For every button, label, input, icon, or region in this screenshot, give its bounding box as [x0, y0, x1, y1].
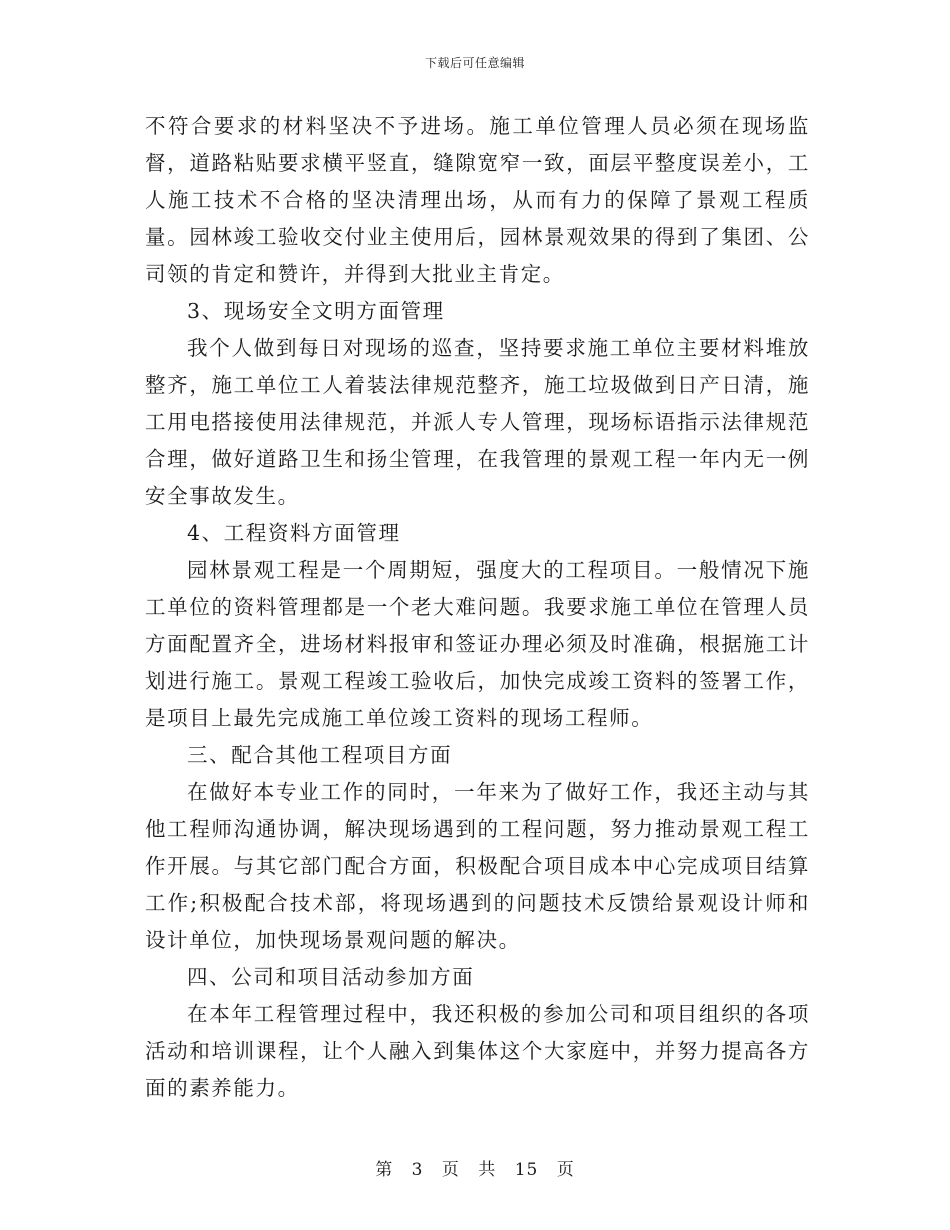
- footer-label-gong: 共: [478, 1160, 497, 1180]
- section-heading-cooperation: 三、配合其他工程项目方面: [187, 743, 453, 767]
- footer-label-ye: 页: [441, 1160, 460, 1180]
- section-heading-activities: 四、公司和项目活动参加方面: [187, 965, 475, 989]
- document-body: [145, 108, 810, 1107]
- current-page-number: 3: [411, 1160, 424, 1180]
- total-page-count: 15: [514, 1160, 539, 1180]
- page-footer: [0, 1155, 950, 1180]
- section-heading-documents: 4、工程资料方面管理: [187, 521, 401, 545]
- page-header: 下载后可任意编辑: [424, 56, 525, 70]
- paragraph-cooperation: 在做好本专业工作的同时，一年来为了做好工作，我还主动与其他工程师沟通协调，解决现场遇到的工程问题，努力推动景观工程工作开展。与其它部门配合方面，积极配合项目成本中心完成项目结算工作;积极配合技术部，将现场遇到的问题技术反馈给景观设计师和设计单位，加快现场景观问题的解决。: [145, 780, 810, 952]
- paragraph-documents: 园林景观工程是一个周期短，强度大的工程项目。一般情况下施工单位的资料管理都是一个老大难问题。我要求施工单位在管理人员方面配置齐全，进场材料报审和签证办理必须及时准确，根据施工计划进行施工。景观工程竣工验收后，加快完成竣工资料的签署工作，是项目上最先完成施工单位竣工资料的现场工程师。: [145, 558, 810, 730]
- paragraph-materials: 不符合要求的材料坚决不予进场。施工单位管理人员必须在现场监督，道路粘贴要求横平竖直，缝隙宽窄一致，面层平整度误差小，工人施工技术不合格的坚决清理出场，从而有力的保障了景观工程质量。园林竣工验收交付业主使用后，园林景观效果的得到了集团、公司领的肯定和赞许，并得到大批业主肯定。: [145, 114, 810, 286]
- section-heading-safety: 3、现场安全文明方面管理: [187, 299, 445, 323]
- footer-label-ye2: 页: [556, 1160, 575, 1180]
- paragraph-activities: 在本年工程管理过程中，我还积极的参加公司和项目组织的各项活动和培训课程，让个人融入到集体这个大家庭中，并努力提高各方面的素养能力。: [145, 1002, 810, 1100]
- paragraph-safety: 我个人做到每日对现场的巡查，坚持要求施工单位主要材料堆放整齐，施工单位工人着装法律规范整齐，施工垃圾做到日产日清，施工用电搭接使用法律规范，并派人专人管理，现场标语指示法律规范合理，做好道路卫生和扬尘管理，在我管理的景观工程一年内无一例安全事故发生。: [145, 336, 810, 508]
- footer-label-di: 第: [375, 1160, 394, 1180]
